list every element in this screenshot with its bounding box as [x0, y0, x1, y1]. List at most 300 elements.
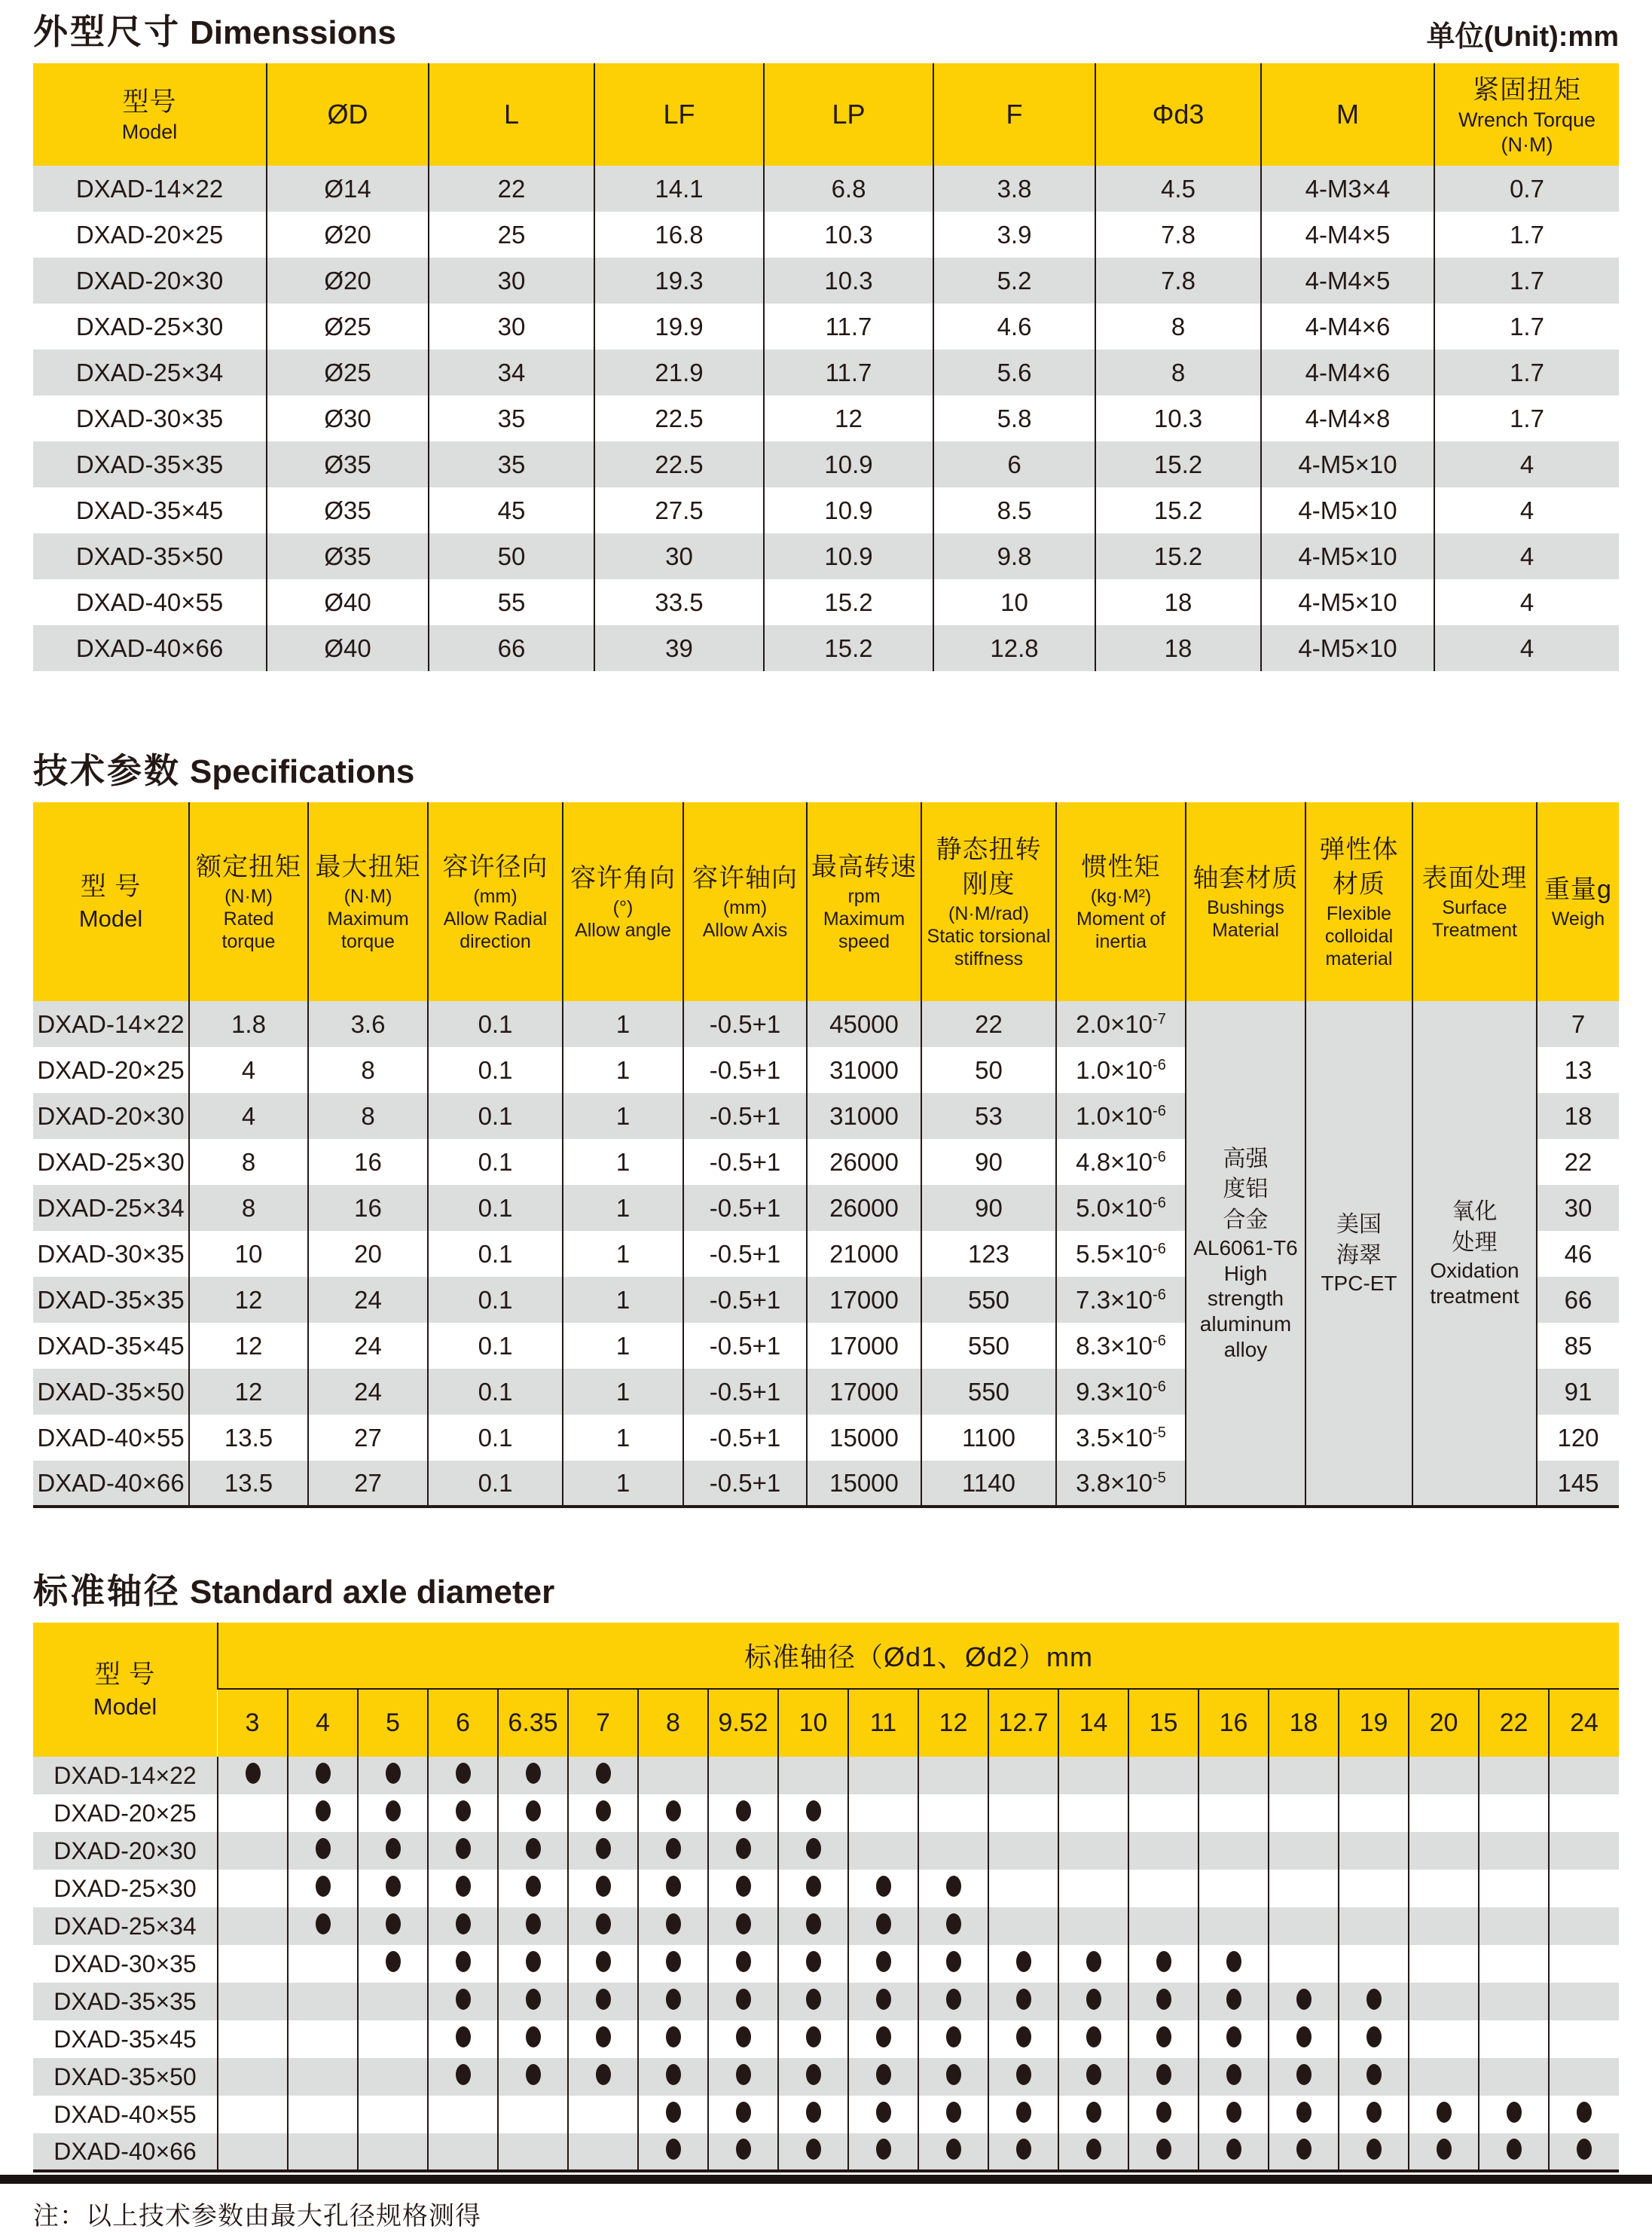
exponent: -6	[1153, 1056, 1166, 1073]
column-header	[921, 802, 1056, 1001]
specifications-section	[33, 743, 1619, 1508]
header-line: 材质	[1333, 870, 1385, 899]
available-dot-cell	[1199, 2133, 1269, 2171]
exponent: -6	[1153, 1194, 1166, 1211]
value-cell: 26000	[807, 1185, 921, 1231]
empty-cell	[1549, 2058, 1619, 2096]
empty-cell	[428, 2096, 498, 2133]
value-cell: 8	[1095, 304, 1261, 350]
availability-dot	[386, 1800, 401, 1821]
available-dot-cell	[988, 2020, 1058, 2058]
empty-cell	[1409, 1757, 1479, 1794]
value-cell: 1	[563, 1047, 683, 1093]
model-cell: DXAD-25×30	[37, 1147, 185, 1176]
availability-dot	[456, 1876, 471, 1897]
empty-cell	[988, 1907, 1058, 1945]
diameter-header: 24	[1549, 1689, 1619, 1757]
value-cell: 15.2	[764, 625, 933, 671]
value-cell: 33.5	[594, 579, 764, 625]
empty-cell	[918, 1757, 988, 1794]
value-cell: Ø40	[267, 579, 429, 625]
available-dot-cell	[778, 1870, 848, 1907]
availability-dot	[1086, 1989, 1101, 2010]
value-cell: 53	[921, 1093, 1056, 1139]
axle-diameter-table	[33, 1623, 1619, 2172]
footnote: 注：以上技术参数由最大孔径规格测得	[33, 2202, 481, 2230]
header-line: material	[1325, 948, 1393, 969]
availability-dot	[596, 1951, 611, 1972]
availability-dot	[736, 2139, 751, 2160]
empty-cell	[1409, 1945, 1479, 1983]
empty-cell	[1549, 1832, 1619, 1870]
header-row	[33, 802, 1619, 1001]
value-cell: 10.9	[764, 487, 933, 533]
value-cell: 27	[308, 1415, 428, 1461]
availability-dot	[596, 1763, 611, 1784]
column-header	[764, 63, 933, 166]
availability-dot	[1366, 2026, 1382, 2047]
empty-cell	[1339, 1794, 1409, 1832]
available-dot-cell	[848, 2020, 918, 2058]
diameter-header: 9.52	[708, 1689, 778, 1757]
header-line: L	[503, 99, 520, 130]
empty-cell	[1058, 1757, 1128, 1794]
diameter-header: 7	[568, 1689, 638, 1757]
empty-cell	[358, 2133, 428, 2171]
header-line: LF	[663, 99, 695, 130]
empty-cell	[358, 2096, 428, 2133]
availability-dot	[666, 2102, 681, 2123]
table-row	[33, 395, 1619, 441]
empty-cell	[1549, 1794, 1619, 1832]
available-dot-cell	[848, 1870, 918, 1907]
available-dot-cell	[918, 2058, 988, 2096]
availability-dot	[316, 1763, 331, 1784]
availability-dot	[946, 1989, 961, 2010]
value-cell: 4-M5×10	[1261, 625, 1434, 671]
table-row	[33, 533, 1619, 579]
axle-diameter-title-zh: 标准轴径	[33, 1571, 181, 1611]
available-dot-cell	[498, 1794, 568, 1832]
diameter-header: 6	[428, 1689, 498, 1757]
empty-cell	[498, 2096, 568, 2133]
empty-cell	[1339, 1907, 1409, 1945]
available-dot-cell	[708, 2058, 778, 2096]
available-dot-cell	[1339, 1983, 1409, 2020]
merged-line: Oxidation	[1430, 1259, 1519, 1283]
value-cell: 5.6	[933, 350, 1095, 395]
value-cell: 0.1	[428, 1001, 563, 1047]
empty-cell	[1199, 1794, 1269, 1832]
value-cell: 3.9	[933, 212, 1095, 258]
empty-cell	[218, 1794, 288, 1832]
header-line: Allow angle	[575, 919, 671, 941]
empty-cell	[1479, 2058, 1549, 2096]
empty-cell	[1269, 1907, 1339, 1945]
model-cell: DXAD-25×30	[53, 1874, 197, 1902]
empty-cell	[848, 1757, 918, 1794]
value-cell: Ø25	[267, 304, 429, 350]
value-cell: 0.1	[428, 1323, 563, 1369]
empty-cell	[1058, 1794, 1128, 1832]
availability-dot	[806, 1951, 821, 1972]
available-dot-cell	[568, 1832, 638, 1870]
availability-dot	[876, 1876, 891, 1897]
header-line: Surface	[1442, 896, 1507, 918]
availability-dot	[1086, 2102, 1101, 2123]
availability-dot	[1226, 2102, 1241, 2123]
header-line: F	[1006, 99, 1023, 130]
table-row	[33, 2096, 1619, 2133]
header-line: 表面处理	[1421, 864, 1528, 893]
header-line: LP	[832, 99, 866, 130]
value-cell: 1.7	[1434, 395, 1619, 441]
available-dot-cell	[988, 2058, 1058, 2096]
availability-dot	[1156, 1951, 1171, 1972]
available-dot-cell	[568, 2020, 638, 2058]
value-cell: 90	[921, 1139, 1056, 1185]
merged-line: 氧化	[1452, 1199, 1498, 1225]
table-row	[33, 304, 1619, 350]
available-dot-cell	[848, 2058, 918, 2096]
value-cell: 4	[1434, 579, 1619, 625]
available-dot-cell	[1339, 2058, 1409, 2096]
model-cell: DXAD-35×45	[53, 2025, 197, 2053]
model-cell: DXAD-35×50	[37, 1377, 185, 1406]
availability-dot	[806, 2102, 821, 2123]
empty-cell	[1479, 1907, 1549, 1945]
model-cell: DXAD-40×55	[37, 1423, 185, 1452]
exponent: -7	[1153, 1010, 1166, 1027]
value-cell: 10.3	[1095, 395, 1261, 441]
empty-cell	[1549, 1757, 1619, 1794]
value-cell: 15000	[807, 1415, 921, 1461]
empty-cell	[1269, 1794, 1339, 1832]
availability-dot	[1086, 1951, 1101, 1972]
header-line: colloidal	[1324, 925, 1394, 947]
empty-cell	[1549, 1907, 1619, 1945]
availability-dot	[736, 1951, 751, 1972]
column-header	[308, 802, 428, 1001]
availability-dot	[456, 1838, 471, 1859]
value-cell: 14.1	[594, 166, 764, 212]
availability-dot	[736, 1913, 751, 1934]
merged-line: aluminum	[1199, 1312, 1292, 1336]
available-dot-cell	[918, 1907, 988, 1945]
table-row	[33, 2020, 1619, 2058]
table-row	[33, 1757, 1619, 1794]
availability-dot	[1437, 2102, 1452, 2123]
available-dot-cell	[568, 1794, 638, 1832]
availability-dot	[1366, 1989, 1382, 2010]
available-dot-cell	[918, 1945, 988, 1983]
diameter-header: 19	[1339, 1689, 1409, 1757]
value-cell: 15.2	[1095, 533, 1261, 579]
header-line: Wrench Torque	[1458, 108, 1596, 132]
availability-dot	[456, 2026, 471, 2047]
value-cell: 6.8	[764, 166, 933, 212]
model-cell: DXAD-40×66	[53, 2137, 197, 2165]
availability-dot	[456, 1800, 471, 1821]
value-cell: 19.9	[594, 304, 764, 350]
header-line: (N·M/rad)	[948, 902, 1029, 924]
header-line: 刚度	[962, 870, 1015, 899]
header-line: 容许轴向	[692, 864, 798, 893]
header-row	[33, 1689, 1619, 1757]
value-cell: 7.8	[1095, 258, 1261, 304]
availability-dot	[1156, 2139, 1171, 2160]
weight-cell: 85	[1537, 1323, 1619, 1369]
axle-diameter-section-header	[33, 1564, 1619, 1614]
empty-cell	[1409, 1870, 1479, 1907]
value-cell: Ø20	[267, 212, 429, 258]
availability-dot	[1086, 2064, 1101, 2085]
available-dot-cell	[848, 1983, 918, 2020]
specifications-title	[33, 743, 414, 793]
empty-cell	[428, 2133, 498, 2171]
empty-cell	[1339, 1757, 1409, 1794]
value-cell: 12	[189, 1369, 308, 1415]
available-dot-cell	[428, 1870, 498, 1907]
available-dot-cell	[1058, 2096, 1128, 2133]
value-cell: 45	[429, 487, 594, 533]
value-cell: $9.3\times 10^{-6}$	[1056, 1369, 1186, 1415]
availability-dot	[596, 1800, 611, 1821]
table-row	[33, 579, 1619, 625]
weight-cell: 145	[1537, 1461, 1619, 1507]
value-cell: 15.2	[1095, 441, 1261, 487]
value-cell: 11.7	[764, 350, 933, 395]
availability-dot	[456, 1913, 471, 1934]
weight-cell: 30	[1537, 1185, 1619, 1231]
header-line: 弹性体	[1319, 835, 1399, 865]
header-line: (mm)	[473, 885, 518, 907]
availability-dot	[526, 1876, 541, 1897]
dimensions-table	[33, 63, 1619, 671]
exponent: -6	[1153, 1332, 1166, 1349]
diameter-header: 22	[1479, 1689, 1549, 1757]
availability-dot	[736, 2026, 751, 2047]
merged-line: treatment	[1430, 1284, 1519, 1308]
header-line: inertia	[1095, 930, 1147, 952]
availability-dot	[876, 2026, 891, 2047]
header-line: 容许角向	[570, 864, 676, 893]
merged-line: AL6061-T6	[1193, 1236, 1298, 1260]
table-row	[33, 487, 1619, 533]
available-dot-cell	[498, 2020, 568, 2058]
value-cell: 30	[594, 533, 764, 579]
available-dot-cell	[778, 2133, 848, 2171]
availability-dot	[736, 1876, 751, 1897]
available-dot-cell	[778, 1983, 848, 2020]
table-row	[33, 2058, 1619, 2096]
header-line: (N·M)	[344, 885, 392, 907]
page-bottom-bar	[0, 2175, 1652, 2184]
availability-dot	[806, 1800, 821, 1821]
value-cell: 55	[429, 579, 594, 625]
dimensions-table-body	[33, 166, 1619, 671]
available-dot-cell	[358, 1757, 428, 1794]
value-cell: 4-M4×6	[1261, 304, 1434, 350]
available-dot-cell	[918, 2096, 988, 2133]
availability-dot	[1016, 1989, 1031, 2010]
value-cell: $7.3\times 10^{-6}$	[1056, 1277, 1186, 1323]
available-dot-cell	[1128, 2133, 1199, 2171]
model-cell: DXAD-20×25	[75, 220, 224, 249]
availability-dot	[386, 1838, 401, 1859]
available-dot-cell	[1339, 2133, 1409, 2171]
axle-diameter-section	[33, 1564, 1619, 2172]
value-cell: 4.5	[1095, 166, 1261, 212]
availability-dot	[666, 1989, 681, 2010]
value-cell: 39	[594, 625, 764, 671]
value-cell: $2.0\times 10^{-7}$	[1056, 1001, 1186, 1047]
available-dot-cell	[1058, 1945, 1128, 1983]
value-cell: 18	[1095, 625, 1261, 671]
available-dot-cell	[288, 1870, 358, 1907]
available-dot-cell	[358, 1945, 428, 1983]
available-dot-cell	[1199, 1945, 1269, 1983]
value-cell: 550	[921, 1323, 1056, 1369]
value-cell: 30	[429, 258, 594, 304]
value-cell: 21.9	[594, 350, 764, 395]
available-dot-cell	[708, 1907, 778, 1945]
table-row	[33, 212, 1619, 258]
availability-dot	[1577, 2102, 1592, 2123]
flexible-material-cell	[1305, 1001, 1412, 1507]
empty-cell	[1199, 1870, 1269, 1907]
table-row	[33, 350, 1619, 395]
value-cell: 3.6	[308, 1001, 428, 1047]
value-cell: 0.7	[1434, 166, 1619, 212]
header-line: rpm	[847, 885, 881, 907]
availability-dot	[666, 1876, 681, 1897]
value-cell: 0.1	[428, 1461, 563, 1507]
value-cell: Ø35	[267, 533, 429, 579]
specifications-table-body	[33, 1001, 1619, 1507]
available-dot-cell	[988, 2133, 1058, 2171]
available-dot-cell	[568, 1945, 638, 1983]
available-dot-cell	[638, 1983, 708, 2020]
availability-dot	[806, 2139, 821, 2160]
diameter-header: 18	[1269, 1689, 1339, 1757]
available-dot-cell	[708, 1983, 778, 2020]
header-line: (N·M)	[1501, 133, 1553, 156]
availability-dot	[386, 1951, 401, 1972]
value-cell: 1	[563, 1001, 683, 1047]
available-dot-cell	[1269, 2058, 1339, 2096]
value-cell: 4	[189, 1093, 308, 1139]
model-cell: DXAD-35×35	[75, 450, 224, 478]
available-dot-cell	[1128, 1945, 1199, 1983]
value-cell: -0.5+1	[683, 1323, 807, 1369]
available-dot-cell	[1479, 2096, 1549, 2133]
header-line: M	[1336, 99, 1359, 130]
availability-dot	[526, 1763, 541, 1784]
model-cell: DXAD-40×66	[75, 634, 224, 662]
availability-dot	[1437, 2139, 1452, 2160]
value-cell: 35	[429, 395, 594, 441]
value-cell: 12	[189, 1323, 308, 1369]
value-cell: 66	[429, 625, 594, 671]
value-cell: 4-M4×5	[1261, 258, 1434, 304]
empty-cell	[358, 2020, 428, 2058]
available-dot-cell	[708, 2096, 778, 2133]
availability-dot	[876, 2139, 891, 2160]
empty-cell	[988, 1832, 1058, 1870]
value-cell: 25	[429, 212, 594, 258]
model-cell: DXAD-14×22	[37, 1009, 185, 1038]
available-dot-cell	[778, 1945, 848, 1983]
value-cell: 50	[429, 533, 594, 579]
value-cell: -0.5+1	[683, 1369, 807, 1415]
header-line: torque	[341, 930, 395, 952]
availability-dot	[316, 1913, 331, 1934]
header-line: 型号	[122, 87, 177, 118]
availability-dot	[246, 1763, 261, 1784]
available-dot-cell	[918, 1870, 988, 1907]
value-cell: -0.5+1	[683, 1231, 807, 1277]
availability-dot	[806, 1989, 821, 2010]
value-cell: 1.8	[189, 1001, 308, 1047]
value-cell: -0.5+1	[683, 1277, 807, 1323]
availability-dot	[946, 2026, 961, 2047]
merged-line: 度铝	[1223, 1177, 1269, 1202]
dimensions-section	[33, 5, 1619, 671]
model-cell: DXAD-35×50	[53, 2063, 197, 2090]
header-line: stiffness	[954, 948, 1024, 969]
diameter-header: 15	[1128, 1689, 1199, 1757]
availability-dot	[316, 1838, 331, 1859]
empty-cell	[1269, 1945, 1339, 1983]
available-dot-cell	[568, 1983, 638, 2020]
diameter-header: 5	[358, 1689, 428, 1757]
value-cell: 8	[189, 1185, 308, 1231]
availability-dot	[1016, 2064, 1031, 2085]
available-dot-cell	[638, 1945, 708, 1983]
value-cell: 1	[563, 1231, 683, 1277]
model-cell: DXAD-20×30	[53, 1837, 197, 1864]
availability-dot	[806, 1876, 821, 1897]
available-dot-cell	[568, 2058, 638, 2096]
value-cell: 50	[921, 1047, 1056, 1093]
empty-cell	[288, 1945, 358, 1983]
availability-dot	[1016, 2139, 1031, 2160]
available-dot-cell	[778, 2020, 848, 2058]
empty-cell	[1409, 1832, 1479, 1870]
value-cell: 13.5	[189, 1415, 308, 1461]
diameter-header: 12	[918, 1689, 988, 1757]
axle-span-header: 标准轴径（Ød1、Ød2）mm	[218, 1623, 1619, 1689]
empty-cell	[918, 1794, 988, 1832]
merged-line: 海翠	[1336, 1242, 1382, 1268]
empty-cell	[218, 1870, 288, 1907]
available-dot-cell	[1128, 2096, 1199, 2133]
available-dot-cell	[498, 1870, 568, 1907]
value-cell: 1	[563, 1415, 683, 1461]
available-dot-cell	[1409, 2133, 1479, 2171]
available-dot-cell	[498, 1983, 568, 2020]
value-cell: 22	[921, 1001, 1056, 1047]
empty-cell	[1199, 1757, 1269, 1794]
value-cell: 5.8	[933, 395, 1095, 441]
available-dot-cell	[1269, 2020, 1339, 2058]
value-cell: Ø14	[267, 166, 429, 212]
column-header	[1095, 63, 1261, 166]
empty-cell	[1058, 1832, 1128, 1870]
availability-dot	[596, 1876, 611, 1897]
available-dot-cell	[428, 1832, 498, 1870]
